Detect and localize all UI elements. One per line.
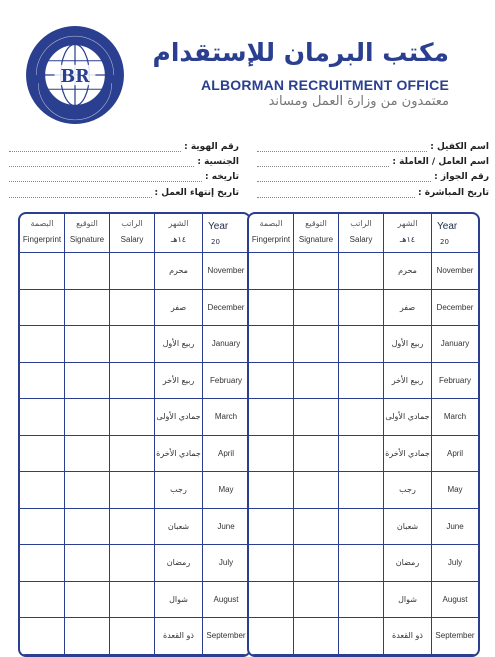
hijri-month-label: محرم [169,266,188,276]
gregorian-month-cell [432,436,478,472]
table-header [20,214,249,253]
signature-header-en: Signature [69,235,105,244]
signature-header-en: Signature [298,235,334,244]
hijri-month-cell [155,363,203,399]
gregorian-month-label: June [446,521,464,531]
salary-header [110,214,155,252]
hijri-month-cell [155,472,203,508]
signature-cell[interactable] [65,509,110,545]
gregorian-month-cell [203,436,249,472]
signature-cell[interactable] [294,399,339,435]
signature-cell[interactable] [294,363,339,399]
signature-cell[interactable] [65,545,110,581]
fingerprint-cell[interactable] [249,253,294,289]
gregorian-month-label: February [209,375,242,385]
hijri-month-label: شعبان [167,521,190,531]
table-row [249,363,478,400]
info-row-1 [9,138,489,152]
hijri-month-label: ذو القعدة [392,631,423,641]
gregorian-month-label: March [214,412,238,422]
salary-cell[interactable] [110,436,155,472]
hijri-month-label: محرم [398,266,417,276]
fingerprint-header [249,214,294,252]
fingerprint-cell[interactable] [20,582,65,618]
salary-table-left [18,212,251,657]
table-row [20,618,249,655]
salary-cell[interactable] [339,545,384,581]
table-row [249,472,478,509]
hijri-month-label: رمضان [395,558,420,568]
hijri-month-cell [384,253,432,289]
gregorian-month-label: June [217,521,235,531]
salary-cell[interactable] [339,290,384,326]
salary-cell[interactable] [339,363,384,399]
gregorian-month-label: April [446,448,463,458]
gregorian-month-cell [203,618,249,654]
gregorian-month-label: November [436,266,474,276]
table-row [20,436,249,473]
gregorian-month-label: January [440,339,470,349]
signature-cell[interactable] [65,363,110,399]
gregorian-month-label: September [206,631,246,641]
passport-number-label: رقم الجواز : [434,172,489,182]
hijri-month-cell [384,290,432,326]
signature-header-ar: التوقيع [305,219,327,228]
hijri-month-cell [384,509,432,545]
info-row-3 [9,168,489,182]
hijri-month-cell [384,436,432,472]
signature-cell[interactable] [294,618,339,654]
hijri-month-cell [384,618,432,654]
year-header-label: Year [208,221,229,232]
fingerprint-cell[interactable] [249,582,294,618]
gregorian-month-label: April [217,448,234,458]
hijri-month-label: شعبان [396,521,419,531]
signature-cell[interactable] [294,253,339,289]
hijri-month-label: جمادي الأخرة [385,448,430,458]
hijri-month-cell [155,326,203,362]
gregorian-month-label: January [211,339,241,349]
salary-cell[interactable] [110,290,155,326]
year-header-value: 20 [440,238,449,246]
gregorian-month-cell [432,618,478,654]
signature-cell[interactable] [65,399,110,435]
salary-cell[interactable] [110,363,155,399]
year-header [432,214,478,252]
hijri-month-label: صفر [399,302,416,312]
signature-cell[interactable] [65,290,110,326]
salary-cell[interactable] [339,582,384,618]
id-number-field[interactable] [9,138,239,152]
gregorian-month-cell [203,509,249,545]
salary-header [339,214,384,252]
salary-cell[interactable] [110,253,155,289]
fingerprint-cell[interactable] [249,436,294,472]
hijri-month-label: ربيع الأخر [391,375,424,385]
fingerprint-header-ar: البصمة [30,219,54,228]
hijri-month-cell [384,326,432,362]
table-row [249,399,478,436]
signature-cell[interactable] [294,545,339,581]
gregorian-month-cell [203,290,249,326]
gregorian-month-cell [203,363,249,399]
gregorian-month-label: December [207,302,245,312]
fingerprint-cell[interactable] [20,545,65,581]
salary-header-ar: الراتب [121,219,143,228]
table-row [249,326,478,363]
month-header [155,214,203,252]
end-date-label: تاريخ إنتهاء العمل : [154,188,239,198]
hijri-month-label: رمضان [166,558,191,568]
hijri-month-label: شوال [169,594,188,604]
salary-cell[interactable] [339,509,384,545]
salary-cell[interactable] [110,509,155,545]
gregorian-month-cell [432,509,478,545]
table-row [20,253,249,290]
hijri-month-cell [155,618,203,654]
month-header [384,214,432,252]
table-row [20,472,249,509]
fingerprint-cell[interactable] [20,253,65,289]
table-row [20,582,249,619]
gregorian-month-cell [203,472,249,508]
fingerprint-cell[interactable] [249,545,294,581]
fingerprint-cell[interactable] [20,363,65,399]
signature-cell[interactable] [65,472,110,508]
month-header-ar: الشهر [168,219,189,228]
gregorian-month-label: August [213,594,239,604]
hijri-month-cell [384,399,432,435]
date-label: تاريخه : [205,172,239,182]
hijri-month-label: ربيع الأول [391,339,424,349]
fingerprint-cell[interactable] [20,618,65,654]
signature-header [294,214,339,252]
table-header [249,214,478,253]
signature-cell[interactable] [294,436,339,472]
gregorian-month-cell [432,545,478,581]
gregorian-month-cell [203,326,249,362]
gregorian-month-cell [203,253,249,289]
signature-cell[interactable] [65,582,110,618]
fingerprint-cell[interactable] [20,509,65,545]
gregorian-month-label: July [218,558,234,568]
fingerprint-cell[interactable] [249,326,294,362]
signature-cell[interactable] [294,326,339,362]
fingerprint-cell[interactable] [249,472,294,508]
signature-cell[interactable] [294,472,339,508]
hijri-month-cell [384,582,432,618]
gregorian-month-cell [432,326,478,362]
nationality-field[interactable] [9,153,239,167]
gregorian-month-label: February [438,375,471,385]
month-header-ar: الشهر [397,219,418,228]
start-date-field[interactable] [257,184,489,198]
hijri-year-label: ١٤هـ [170,235,187,244]
logo-initials: BR [60,67,90,88]
fingerprint-cell[interactable] [20,290,65,326]
hijri-month-cell [384,472,432,508]
salary-cell[interactable] [110,399,155,435]
hijri-month-cell [155,582,203,618]
hijri-year-label: ١٤هـ [399,235,416,244]
gregorian-month-cell [432,472,478,508]
table-row [20,363,249,400]
signature-cell[interactable] [65,326,110,362]
hijri-month-label: جمادي الأولى [156,412,201,422]
table-row [249,582,478,619]
salary-cell[interactable] [339,618,384,654]
gregorian-month-cell [432,363,478,399]
company-name-english: ALBORMAN RECRUITMENT OFFICE [200,77,449,93]
gregorian-month-cell [203,399,249,435]
passport-number-field[interactable] [257,168,489,182]
salary-cell[interactable] [110,582,155,618]
salary-cell[interactable] [339,253,384,289]
salary-header-en: Salary [349,235,373,244]
table-row [20,545,249,582]
fingerprint-header-en: Fingerprint [22,235,62,244]
salary-cell[interactable] [339,472,384,508]
signature-header [65,214,110,252]
table-row [249,545,478,582]
year-header [203,214,249,252]
signature-cell[interactable] [294,290,339,326]
hijri-month-label: شوال [398,594,417,604]
fingerprint-cell[interactable] [20,436,65,472]
hijri-month-cell [155,399,203,435]
gregorian-month-cell [432,253,478,289]
salary-cell[interactable] [110,326,155,362]
gregorian-month-label: September [435,631,475,641]
hijri-month-cell [155,545,203,581]
signature-cell[interactable] [294,509,339,545]
fingerprint-header [20,214,65,252]
gregorian-month-cell [432,399,478,435]
gregorian-month-cell [432,290,478,326]
fingerprint-header-ar: البصمة [259,219,283,228]
hijri-month-label: ذو القعدة [163,631,194,641]
fingerprint-cell[interactable] [20,472,65,508]
fingerprint-cell[interactable] [249,509,294,545]
info-row-2 [9,153,489,167]
gregorian-month-label: December [436,302,474,312]
start-date-label: تاريخ المباشرة : [418,188,489,198]
year-header-value: 20 [211,238,220,246]
salary-cell[interactable] [339,326,384,362]
hijri-month-label: رجب [399,485,416,495]
id-number-label: رقم الهوية : [184,142,239,152]
table-row [249,618,478,655]
salary-header-ar: الراتب [350,219,372,228]
hijri-month-label: رجب [170,485,187,495]
worker-name-field[interactable] [257,153,489,167]
gregorian-month-cell [203,582,249,618]
fingerprint-cell[interactable] [249,618,294,654]
signature-cell[interactable] [65,618,110,654]
salary-cell[interactable] [110,545,155,581]
nationality-label: الجنسية : [197,157,239,167]
hijri-month-cell [155,436,203,472]
gregorian-month-label: July [447,558,463,568]
hijri-month-cell [384,363,432,399]
hijri-month-label: جمادي الأولى [385,412,430,422]
company-name-arabic: مكتب البرمان للإستقدام [152,38,449,67]
table-row [249,290,478,327]
year-header-label: Year [437,221,458,232]
gregorian-month-label: May [447,485,463,495]
signature-header-ar: التوقيع [76,219,98,228]
salary-header-en: Salary [120,235,144,244]
hijri-month-cell [155,509,203,545]
hijri-month-label: ربيع الأول [162,339,195,349]
gregorian-month-cell [203,545,249,581]
hijri-month-cell [155,253,203,289]
salary-cell[interactable] [339,436,384,472]
fingerprint-header-en: Fingerprint [251,235,291,244]
signature-cell[interactable] [65,436,110,472]
salary-cell[interactable] [339,399,384,435]
company-logo [24,24,126,126]
sponsor-name-field[interactable] [257,138,489,152]
signature-cell[interactable] [294,582,339,618]
hijri-month-cell [155,290,203,326]
table-row [20,290,249,327]
fingerprint-cell[interactable] [20,399,65,435]
gregorian-month-label: November [207,266,245,276]
fingerprint-cell[interactable] [20,326,65,362]
info-row-4 [9,184,489,198]
fingerprint-cell[interactable] [249,399,294,435]
company-subtitle: معتمدون من وزارة العمل ومساند [268,94,449,109]
hijri-month-label: صفر [170,302,187,312]
table-row [20,326,249,363]
salary-cell[interactable] [110,618,155,654]
signature-cell[interactable] [65,253,110,289]
table-row [20,399,249,436]
gregorian-month-label: May [218,485,234,495]
table-row [20,509,249,546]
table-row [249,253,478,290]
gregorian-month-cell [432,582,478,618]
table-row [249,509,478,546]
fingerprint-cell[interactable] [249,290,294,326]
sponsor-name-label: اسم الكفيل : [430,142,489,152]
worker-name-label: اسم العامل / العاملة : [392,157,489,167]
table-row [249,436,478,473]
date-field[interactable] [9,168,239,182]
end-date-field[interactable] [9,184,239,198]
salary-table-right [247,212,480,657]
fingerprint-cell[interactable] [249,363,294,399]
hijri-month-label: ربيع الأخر [162,375,195,385]
gregorian-month-label: August [442,594,468,604]
hijri-month-cell [384,545,432,581]
hijri-month-label: جمادي الأخرة [156,448,201,458]
gregorian-month-label: March [443,412,467,422]
salary-cell[interactable] [110,472,155,508]
